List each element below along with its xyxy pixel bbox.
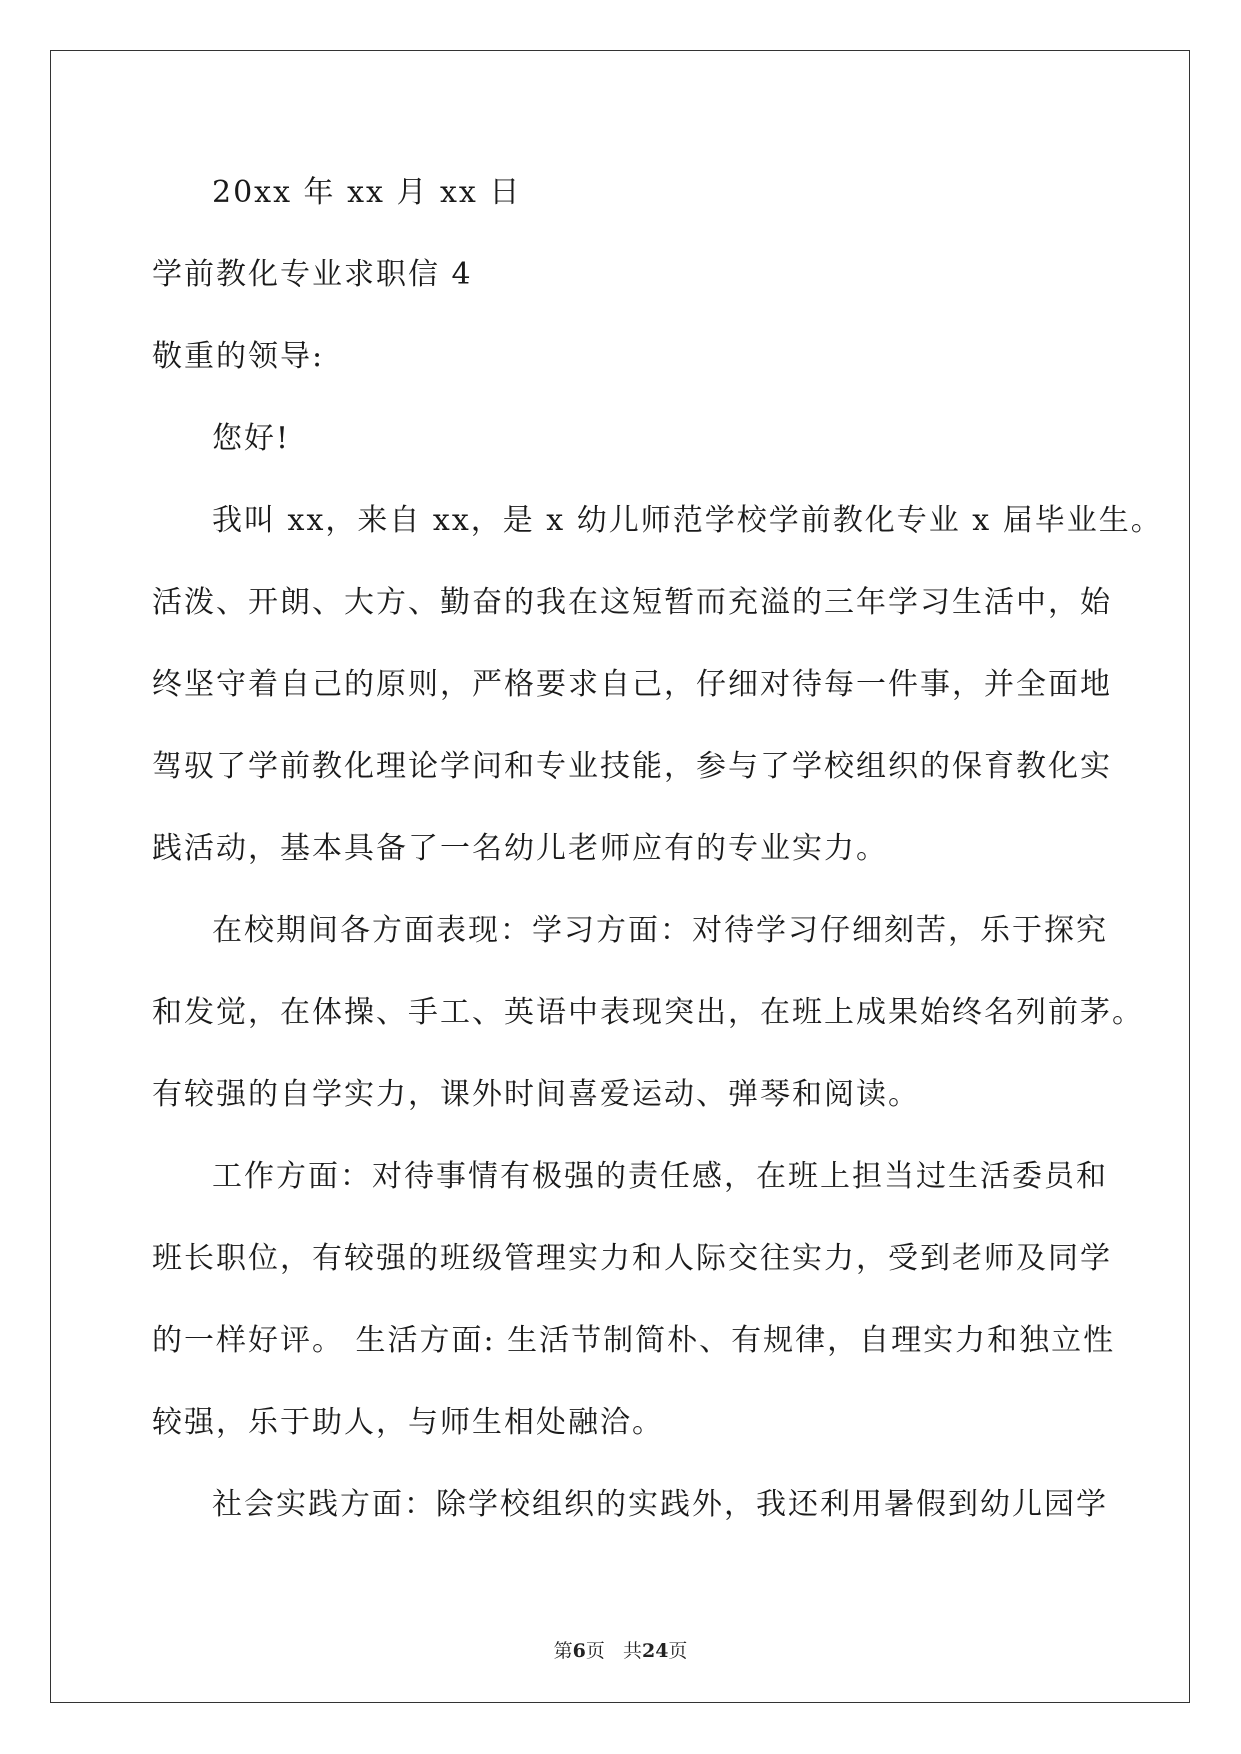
page-total: 24 (641, 1640, 669, 1662)
page-unit: 页 (585, 1640, 605, 1662)
paragraph-line: 社会实践方面：除学校组织的实践外，我还利用暑假到幼儿园学 (212, 1487, 1108, 1522)
letter-title: 学前教化专业求职信 4 (152, 257, 473, 292)
paragraph-line: 活泼、开朗、大方、勤奋的我在这短暂而充溢的三年学习生活中，始 (152, 585, 1112, 620)
page-prefix: 第 (553, 1640, 573, 1662)
paragraph-line: 驾驭了学前教化理论学问和专业技能，参与了学校组织的保育教化实 (152, 749, 1112, 784)
page-current: 6 (572, 1640, 586, 1662)
date-line: 20xx 年 xx 月 xx 日 (212, 175, 522, 210)
salutation: 敬重的领导: (152, 339, 325, 374)
paragraph-line: 的一样好评。 生活方面: 生活节制简朴、有规律，自理实力和独立性 (152, 1323, 1116, 1358)
document-body (152, 152, 1163, 1546)
paragraph-line: 在校期间各方面表现：学习方面：对待学习仔细刻苦，乐于探究 (212, 913, 1108, 948)
greeting: 您好! (212, 421, 291, 456)
paragraph-line: 终坚守着自己的原则，严格要求自己，仔细对待每一件事，并全面地 (152, 667, 1112, 702)
total-prefix: 共 (622, 1640, 642, 1662)
paragraph-line: 我叫 xx，来自 xx，是 x 幼儿师范学校学前教化专业 x 届毕业生。 (212, 503, 1163, 538)
paragraph-line: 班长职位，有较强的班级管理实力和人际交往实力，受到老师及同学 (152, 1241, 1112, 1276)
total-unit: 页 (668, 1640, 688, 1662)
paragraph-line: 有较强的自学实力，课外时间喜爱运动、弹琴和阅读。 (152, 1077, 920, 1112)
paragraph-line: 工作方面：对待事情有极强的责任感，在班上担当过生活委员和 (212, 1159, 1108, 1194)
paragraph-line: 和发觉，在体操、手工、英语中表现突出，在班上成果始终名列前茅。 (152, 995, 1144, 1030)
paragraph-line: 较强，乐于助人，与师生相处融洽。 (152, 1405, 664, 1440)
paragraph-line: 践活动，基本具备了一名幼儿老师应有的专业实力。 (152, 831, 888, 866)
page-footer (0, 1636, 1241, 1663)
